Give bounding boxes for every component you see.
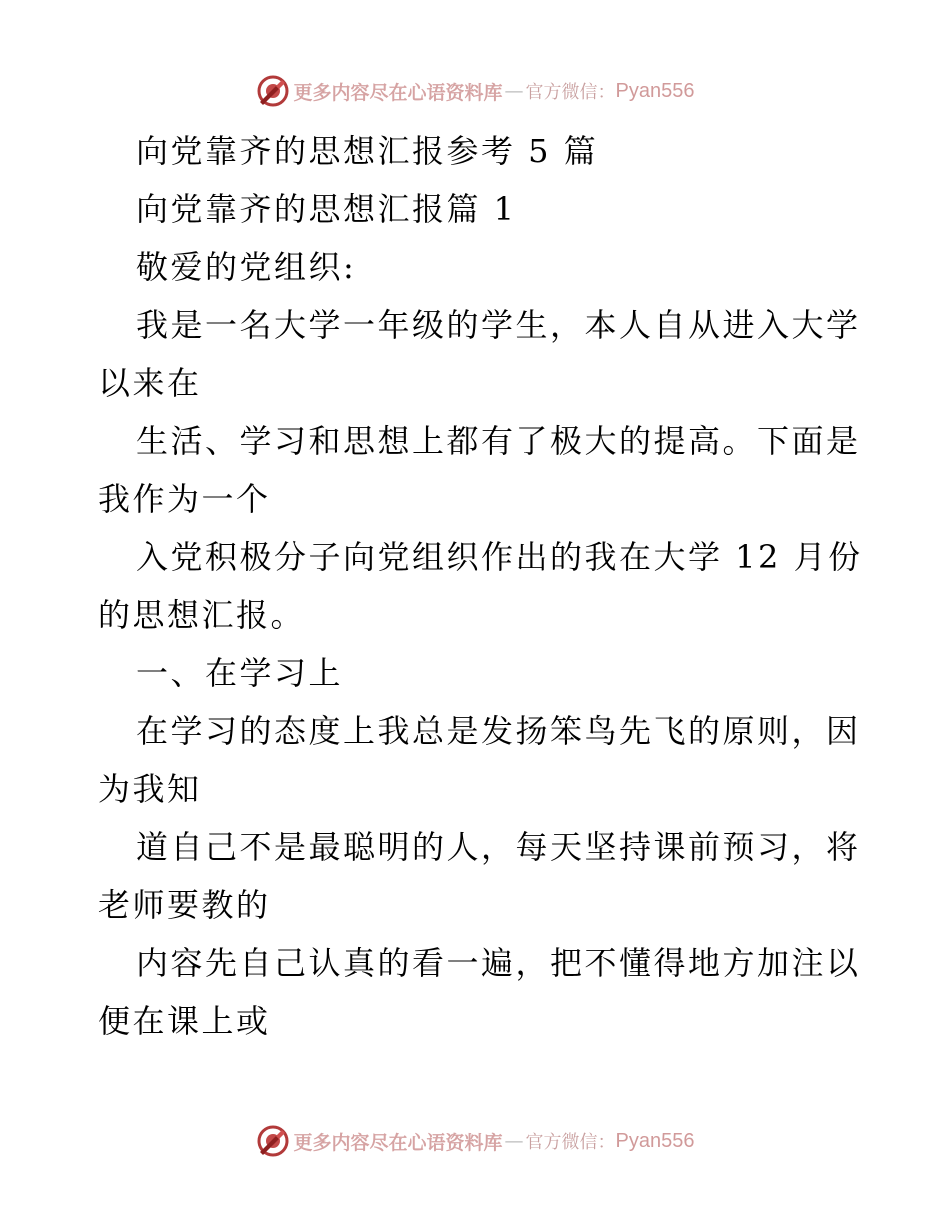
watermark-wechat-id: Pyan556 — [615, 1129, 695, 1152]
section-heading: 向党靠齐的思想汇报篇 1 — [136, 190, 517, 228]
subsection-heading: 一、在学习上 — [136, 654, 344, 692]
footer-watermark — [0, 1121, 950, 1161]
document-title: 向党靠齐的思想汇报参考 5 篇 — [136, 132, 599, 170]
watermark-wechat-label: 官方微信： — [525, 82, 616, 103]
paragraph-line: 我是一名大学一年级的学生，本人自从进入大学 — [136, 306, 861, 344]
paragraph-line: 内容先自己认真的看一遍，把不懂得地方加注以 — [136, 944, 861, 982]
paragraph-line: 便在课上或 — [98, 1002, 271, 1040]
paragraph-line: 入党积极分子向党组织作出的我在大学 12 月份 — [136, 538, 863, 576]
paragraph-line: 以来在 — [98, 364, 202, 402]
paragraph-line: 在学习的态度上我总是发扬笨鸟先飞的原则，因 — [136, 712, 861, 750]
salutation: 敬爱的党组织: — [136, 248, 357, 286]
watermark-separator: — — [504, 80, 524, 102]
watermark-separator: — — [504, 1130, 524, 1152]
paragraph-line: 为我知 — [98, 770, 202, 808]
red-circle-pen-logo-icon — [256, 74, 290, 108]
red-circle-pen-logo-icon — [256, 1124, 290, 1158]
watermark-brand-text: 更多内容尽在心语资料库 — [293, 81, 503, 104]
watermark-wechat-id: Pyan556 — [615, 79, 695, 102]
paragraph-line: 我作为一个 — [98, 480, 271, 518]
watermark-brand-text: 更多内容尽在心语资料库 — [293, 1131, 503, 1154]
paragraph-line: 生活、学习和思想上都有了极大的提高。下面是 — [136, 422, 861, 460]
document-body — [98, 122, 863, 1050]
header-watermark — [0, 71, 950, 111]
watermark-wechat-label: 官方微信： — [525, 1132, 616, 1153]
paragraph-line: 老师要教的 — [98, 886, 271, 924]
paragraph-line: 的思想汇报。 — [98, 596, 306, 634]
paragraph-line: 道自己不是最聪明的人，每天坚持课前预习，将 — [136, 828, 861, 866]
